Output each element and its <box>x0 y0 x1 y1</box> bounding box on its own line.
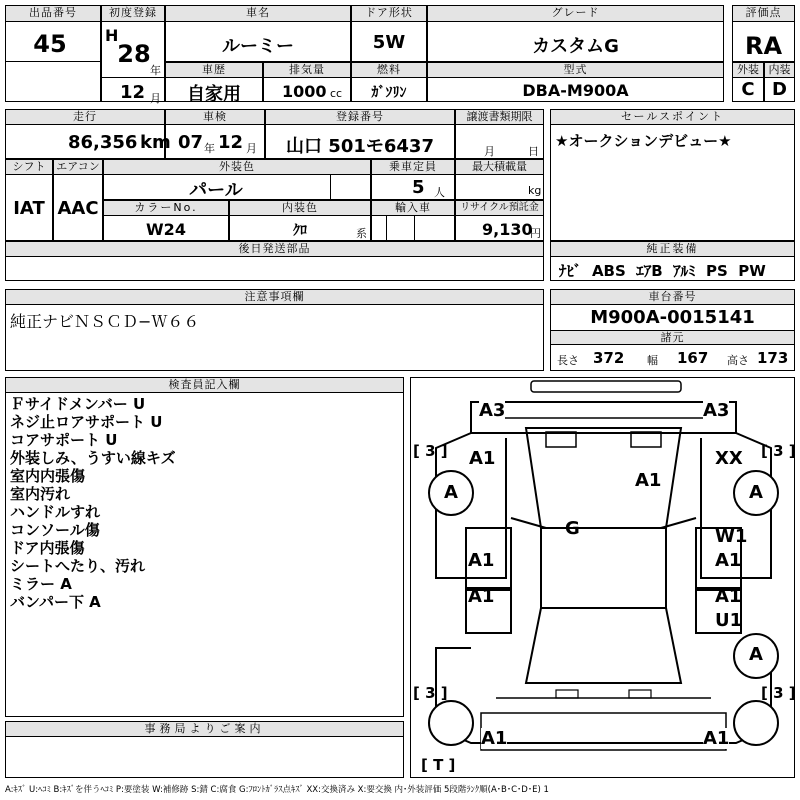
chassis-header: 車台番号 <box>551 290 794 305</box>
int-header: 内装 <box>765 63 794 78</box>
insp-month: 12 <box>218 132 244 153</box>
recycle-fee: 9,130 <box>482 220 533 239</box>
mark-rear-right-corner: A1 <box>703 728 730 749</box>
ac-header: エアコン <box>54 160 102 175</box>
recycle-unit: 円 <box>530 227 541 240</box>
office-header: 事務局よりご案内 <box>6 722 403 737</box>
mark-tire-front-left: A <box>444 482 458 503</box>
import-box <box>371 200 455 241</box>
mark-right-rear-door-b: U1 <box>715 610 743 631</box>
capacity-box <box>371 159 455 200</box>
grade-header: グレード <box>428 6 723 22</box>
length: 372 <box>593 349 625 367</box>
length-label: 長さ <box>557 354 579 367</box>
inspection-header: 車検 <box>166 110 264 125</box>
grade-box <box>427 5 724 62</box>
inspector-lines <box>10 395 176 611</box>
interior-color: ｸﾛ <box>293 223 307 239</box>
color-box <box>103 159 371 200</box>
inspector-line: 室内汚れ <box>10 485 71 503</box>
model-header: 型式 <box>428 63 723 78</box>
inspector-line: ミラー A <box>10 575 72 593</box>
recycle-header: リサイクル預託金 <box>456 201 543 216</box>
car-name: ルーミー <box>222 36 294 57</box>
later-parts-box <box>5 241 544 281</box>
mileage: 86,356 <box>68 132 138 153</box>
insp-year: 07 <box>178 132 204 153</box>
ext-header: 外装 <box>733 63 763 78</box>
mark-hood: A1 <box>635 470 662 491</box>
reg-year-unit: 年 <box>150 64 161 77</box>
inspector-line: ハンドルすれ <box>10 503 101 521</box>
disp-unit: cc <box>330 87 343 100</box>
transfer-header: 譲渡書類期限 <box>456 110 543 125</box>
first-registration-box <box>101 5 165 105</box>
history-header: 車歴 <box>166 63 262 78</box>
color-number: W24 <box>146 220 186 239</box>
chassis-number: M900A-0015141 <box>590 307 755 328</box>
colorno-box <box>103 200 229 241</box>
transfer-day-unit: 日 <box>528 145 539 158</box>
ext-score-box <box>732 62 764 102</box>
dims-header: 諸元 <box>551 330 794 345</box>
inspector-line: バンパー下 A <box>10 593 101 611</box>
score-box <box>732 5 795 62</box>
legend: A:ｷｽﾞ U:ﾍｺﾐ B:ｷｽﾞを伴うﾍｺﾐ P:要塗装 W:補修跡 S:錆 C:腐食 G:ﾌﾛﾝﾄｶﾞﾗｽ点ｷｽﾞ XX:交換済み X:要交換 内･外装評価 5段階ﾗﾝｸ順(A･B･C･D･E) 1 <box>5 785 549 795</box>
inspector-line: ドア内張傷 <box>10 539 85 557</box>
import-header: 輸入車 <box>372 201 454 216</box>
mark-front-right-fender: XX <box>715 448 743 469</box>
model-box <box>427 62 724 102</box>
lot-header: 出品番号 <box>6 6 100 22</box>
height-label: 高さ <box>727 354 749 367</box>
insp-month-unit: 月 <box>246 142 257 155</box>
lot-box <box>5 5 101 102</box>
width: 167 <box>677 349 709 367</box>
shift: IAT <box>13 198 45 219</box>
history-box <box>165 62 263 105</box>
mark-left-rear-door: A1 <box>468 586 495 607</box>
mark-bracket-bottom-left: [ 3 ] <box>413 684 448 702</box>
notes-text: 純正ナビＮＳＣＤ−Ｗ６６ <box>10 312 200 331</box>
car-outline <box>411 378 796 779</box>
door-header: ドア形状 <box>352 6 426 22</box>
mark-roof: G <box>565 518 580 539</box>
door-shape: 5W <box>372 32 406 53</box>
displacement: 1000 <box>282 82 327 101</box>
colorno-header: カラーNo. <box>104 201 228 216</box>
transfer-box <box>455 109 544 159</box>
mark-trunk: [ T ] <box>421 756 456 774</box>
shift-header: シフト <box>6 160 52 175</box>
score: RA <box>744 32 783 60</box>
mark-bracket-bottom-right: [ 3 ] <box>761 684 796 702</box>
height: 173 <box>757 349 789 367</box>
mark-bracket-top-left: [ 3 ] <box>413 442 448 460</box>
intcolor-header: 内装色 <box>230 201 370 216</box>
reg-era: H <box>105 26 119 45</box>
inspector-line: シートへたり、汚れ <box>10 557 146 575</box>
sales-header: セールスポイント <box>551 110 794 125</box>
office-box <box>5 721 404 778</box>
recycle-box <box>455 200 544 241</box>
car-diagram <box>410 377 795 778</box>
genuine-equipment: ﾅﾋﾞ ABS ｴｱB ｱﾙﾐ PS PW <box>559 262 766 280</box>
inspector-line: Ｆサイドメンバー U <box>10 395 146 413</box>
intcolor-box <box>229 200 371 241</box>
later-header: 後日発送部品 <box>6 242 543 257</box>
score-header: 評価点 <box>733 6 794 22</box>
mark-right-rear-door-a: A1 <box>715 586 742 607</box>
fuel-box <box>351 62 427 102</box>
inspector-box <box>5 377 404 717</box>
inspector-line: 室内内張傷 <box>10 467 86 485</box>
mark-tire-front-right: A <box>749 482 763 503</box>
reg-month: 12 <box>120 82 146 103</box>
history: 自家用 <box>187 84 241 105</box>
ext-score: C <box>741 79 755 100</box>
plate-box <box>265 109 455 159</box>
disp-header: 排気量 <box>264 63 350 78</box>
mileage-box <box>5 109 171 159</box>
mark-front-right-corner: A3 <box>703 400 730 421</box>
mileage-header: 走行 <box>6 110 164 125</box>
load-box <box>455 159 544 200</box>
fuel-header: 燃料 <box>352 63 426 78</box>
mark-tire-rear-right: A <box>749 644 763 665</box>
width-label: 幅 <box>647 354 658 367</box>
exterior-color: パール <box>189 180 243 201</box>
notes-box <box>5 289 544 371</box>
plate-number: 山口 501モ6437 <box>286 136 434 157</box>
plate-header: 登録番号 <box>266 110 454 125</box>
mark-front-left-fender: A1 <box>469 448 496 469</box>
name-header: 車名 <box>166 6 350 22</box>
door-box <box>351 5 427 62</box>
capacity: 5 <box>412 177 425 198</box>
genuine-box <box>550 241 795 281</box>
reg-header: 初度登録 <box>102 6 164 22</box>
intcolor-unit: 系 <box>356 227 367 240</box>
reg-year: 28 <box>117 40 151 68</box>
insp-year-unit: 年 <box>204 142 215 155</box>
mark-rear-left-corner: A1 <box>481 728 508 749</box>
model-code: DBA-M900A <box>522 81 629 100</box>
lot-number: 45 <box>33 30 67 58</box>
chassis-box <box>550 289 795 371</box>
grade: カスタムG <box>532 36 619 57</box>
ac: AAC <box>57 198 99 219</box>
mark-right-front-door-a: W1 <box>715 526 748 547</box>
int-score: D <box>772 79 787 100</box>
shift-box <box>5 159 53 241</box>
car-name-box <box>165 5 351 62</box>
mark-right-front-door-b: A1 <box>715 550 742 571</box>
ac-box <box>53 159 103 241</box>
inspector-line: コアサポート U <box>10 431 118 449</box>
mileage-unit: km <box>140 132 171 153</box>
mark-front-left-corner: A3 <box>479 400 506 421</box>
mark-bracket-top-right: [ 3 ] <box>761 442 796 460</box>
inspection-box <box>165 109 265 159</box>
int-score-box <box>764 62 795 102</box>
sales-point-box <box>550 109 795 241</box>
genuine-header: 純正装備 <box>551 242 794 257</box>
transfer-month-unit: 月 <box>484 145 495 158</box>
displacement-box <box>263 62 351 102</box>
notes-header: 注意事項欄 <box>6 290 543 305</box>
load-header: 最大積載量 <box>456 160 543 175</box>
inspector-line: コンソール傷 <box>10 521 100 539</box>
capacity-unit: 人 <box>434 186 445 199</box>
color-header: 外装色 <box>104 160 370 175</box>
load-unit: kg <box>528 184 542 197</box>
reg-month-unit: 月 <box>150 92 161 105</box>
fuel: ｶﾞｿﾘﾝ <box>371 85 407 101</box>
sales-point: ★オークションデビュー★ <box>555 132 732 150</box>
inspector-header: 検査員記入欄 <box>6 378 403 393</box>
inspector-line: ネジ止ロアサポート U <box>10 413 163 431</box>
inspector-line: 外装しみ、うすい線キズ <box>10 449 176 467</box>
capacity-header: 乗車定員 <box>372 160 454 175</box>
mark-left-front-door: A1 <box>468 550 495 571</box>
